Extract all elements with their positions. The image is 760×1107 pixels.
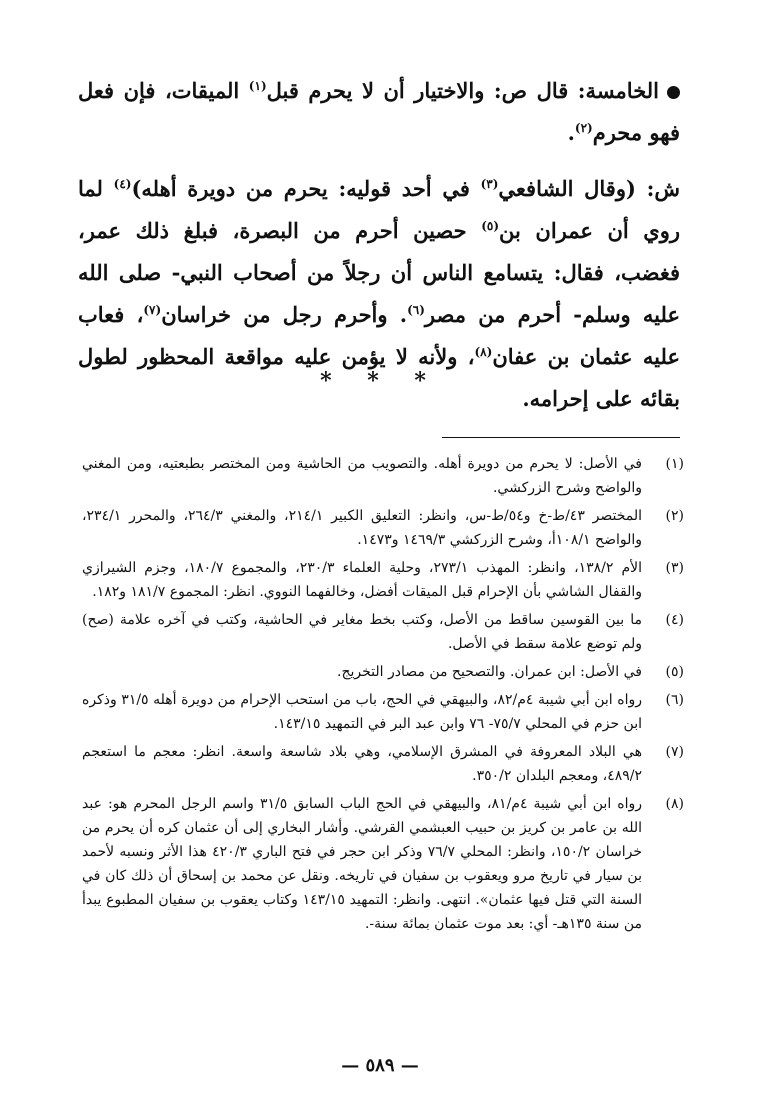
para2-a: ش: (وقال الشافعي bbox=[498, 176, 680, 201]
footnote-ref-5[interactable]: (٥) bbox=[481, 219, 500, 233]
footnote-number: (٧) bbox=[665, 744, 684, 760]
page-number: — ٥٨٩ — bbox=[341, 1055, 419, 1076]
footnote-text: في الأصل: ابن عمران. والتصحيح من مصادر التخريج. bbox=[337, 664, 642, 680]
footnote-6 bbox=[82, 688, 684, 736]
footnote-4 bbox=[82, 608, 684, 656]
para1-tail: . bbox=[567, 120, 575, 145]
para2-g: ، ولأنه لا يؤمن عليه مواقعة المحظور لطول بقائه على إحرامه. bbox=[78, 344, 680, 411]
footnote-ref-3[interactable]: (٣) bbox=[480, 177, 499, 191]
footnote-number: (٨) bbox=[665, 796, 684, 812]
footnote-7 bbox=[82, 740, 684, 788]
para2-f: ، فعاب عليه عثمان بن عفان bbox=[78, 302, 680, 369]
footnote-number: (٢) bbox=[665, 508, 684, 524]
footnotes bbox=[82, 452, 684, 940]
footnote-number: (١) bbox=[665, 456, 684, 472]
footnote-ref-8[interactable]: (٨) bbox=[474, 345, 493, 359]
para2-b: في أحد قوليه: يحرم من دويرة أهله) bbox=[131, 176, 481, 201]
footnote-text: المختصر ٤٣/ط-خ و٥٤/ط-س، وانظر: التعليق الكبير ٢١٤/١، والمغني ٢٦٤/٣، والمحرر ٢٣٤/١، والواضح ١٠٨/١أ، وشرح الزركشي ١٤٦٩/٣ و١٤٧٣. bbox=[82, 508, 643, 548]
para2-d: حصين أحرم من البصرة، فبلغ ذلك عمر، فغضب، فقال: يتسامع الناس أن رجلاً من أصحاب النبي- صلى الله عليه وسلم- أحرم من مصر bbox=[78, 218, 680, 327]
para1-lead: الخامسة: قال ص: والاختيار أن لا يحرم قبل bbox=[266, 78, 659, 103]
para2-e: . وأحرم رجل من خراسان bbox=[161, 302, 408, 327]
footnote-text: رواه ابن أبي شيبة ٤م/٨١، والبيهقي في الحج الباب السابق ٣١/٥ واسم الرجل المحرم هو: عبد الله بن عامر بن كريز بن حبيب العبشمي القرشي. وأشار البخاري إلى أن عثمان كره أن يحرم من خراسان ١٥٠/٢، وانظر: المحلي ٧٦/٧ وذكر ابن حجر في فتح الباري ٤٢٠/٣ هذا الأثر ونسبه لأحمد بن سيار في تاريخ مرو ويعقوب بن سفيان في تاريخه. ونقل عن محمد بن إسحاق أن ذلك كان في السنة التي قتل فيها عثمان». انتهى. وانظر: التمهيد ١٤٣/١٥ وكتاب يعقوب بن سفيان المطبوع يبدأ من سنة ١٣٥هـ- أي: بعد موت عثمان بمائة سنة-. bbox=[82, 796, 643, 932]
footnote-2 bbox=[82, 504, 684, 552]
footnote-text: ما بين القوسين ساقط من الأصل، وكتب بخط مغاير في الحاشية، وكتب في آخره علامة (صح) ولم توضع علامة سقط في الأصل. bbox=[82, 612, 642, 652]
footnote-ref-7[interactable]: (٧) bbox=[143, 303, 162, 317]
footnote-number: (٤) bbox=[665, 612, 684, 628]
para2-c: لما روي أن عمران بن bbox=[78, 176, 681, 243]
footnote-3 bbox=[82, 556, 684, 604]
footnote-number: (٥) bbox=[665, 664, 684, 680]
footnote-ref-2[interactable]: (٢) bbox=[574, 121, 593, 135]
footnote-divider bbox=[442, 437, 680, 438]
footnote-text: رواه ابن أبي شيبة ٤م/٨٢، والبيهقي في الحج، باب من استحب الإحرام من دويرة أهله ٣١/٥ وذكره ابن حزم في المحلي ٧٥/٧- ٧٦ وابن عبد البر في التمهيد ١٤٣/١٥. bbox=[82, 692, 643, 732]
footnote-1 bbox=[82, 452, 684, 500]
footnote-5 bbox=[82, 660, 684, 684]
footnote-ref-1[interactable]: (١) bbox=[248, 79, 267, 93]
paragraph-fifth-issue bbox=[78, 70, 680, 154]
footnote-text: الأم ١٣٨/٢، وانظر: المهذب ٢٧٣/١، وحلية العلماء ٢٣٠/٣، والمجموع ١٨٠/٧، وجزم الشيرازي والقفال الشاشي بأن الإحرام قبل الميقات أفضل، وخالفهما النووي. انظر: المجموع ١٨١/٧ و١٨٢. bbox=[82, 560, 643, 600]
footnote-number: (٦) bbox=[665, 692, 684, 708]
footnote-text: هي البلاد المعروفة في المشرق الإسلامي، وهي بلاد شاسعة واسعة. انظر: معجم ما استعجم ٤٨٩/٢، ومعجم البلدان ٣٥٠/٢. bbox=[82, 744, 642, 784]
bullet-icon bbox=[667, 86, 680, 99]
para1-mid: الميقات، فإن فعل فهو محرم bbox=[78, 78, 680, 145]
footnote-ref-6[interactable]: (٦) bbox=[407, 303, 425, 317]
footnote-ref-4[interactable]: (٤) bbox=[113, 177, 132, 191]
footnote-8 bbox=[82, 792, 684, 936]
footnote-number: (٣) bbox=[665, 560, 684, 576]
section-separator: * * * bbox=[320, 368, 440, 394]
footnote-text: في الأصل: لا يحرم من دويرة أهله. والتصويب من الحاشية ومن المختصر بطبعتيه، ومن المغني والواضح وشرح الزركشي. bbox=[82, 456, 642, 496]
